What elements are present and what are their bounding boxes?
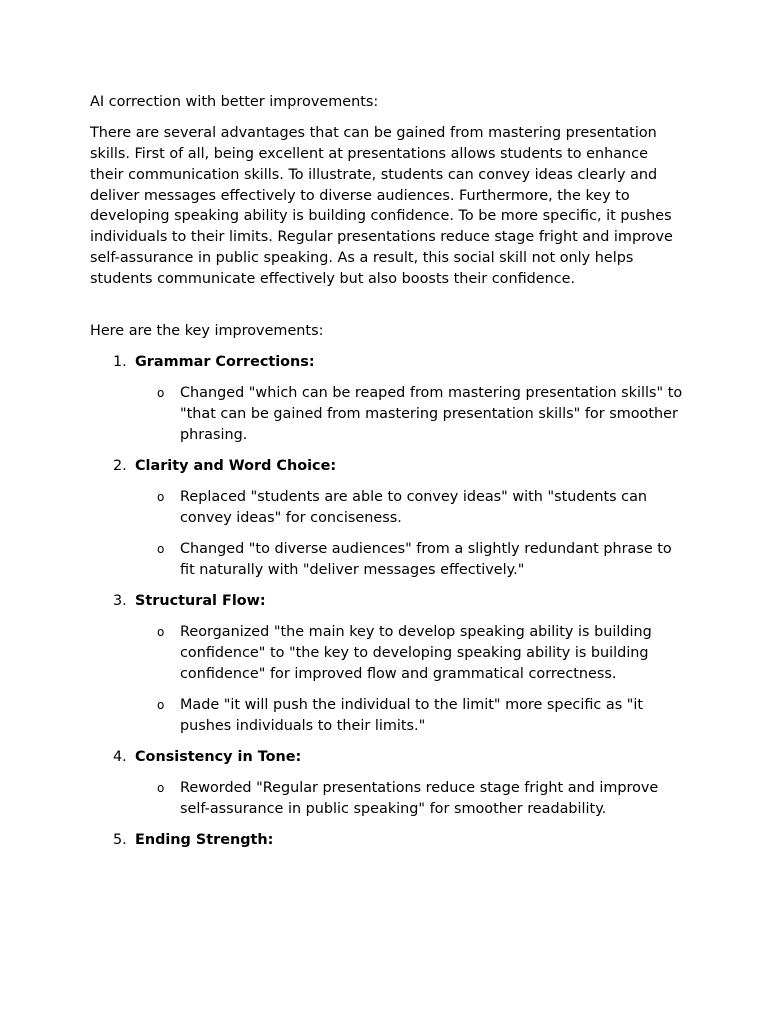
item-number: 4. [113,748,127,765]
improvement-heading [90,352,690,373]
sub-item-text: Reworded "Regular presentations reduce stage fright and improve self-assurance in public speaking" for smoother readability. [180,780,659,817]
corrected-paragraph: There are several advantages that can be gained from mastering presentation skills. First of all, being excellent at presentations allows students to enhance their communication skills. To illustrate, students can convey ideas clearly and deliver messages effectively to diverse audiences. Furthermore, the key to developing speaking ability is building confidence. To be more specific, it pushes individuals to their limits. Regular presentations reduce stage fright and improve self-assurance in public speaking. As a result, this social skill not only helps students communicate effectively but also boosts their confidence. [90,125,673,287]
improvement-heading [90,591,690,612]
item-number: 1. [113,353,127,370]
improvements-label: Here are the key improvements: [90,322,324,339]
sub-list-item [90,778,685,820]
sub-list [90,622,690,736]
document-page [90,92,690,861]
sub-list-item [90,695,685,737]
improvement-item [90,352,690,446]
sub-list-item [90,539,685,581]
item-title: Grammar Corrections: [135,353,315,370]
sub-item-text: Changed "to diverse audiences" from a slightly redundant phrase to fit naturally with "deliver messages effectively." [180,540,672,578]
item-number: 5. [113,832,127,848]
sub-item-text: Made "it will push the individual to the limit" more specific as "it pushes individuals to their limits." [180,696,644,734]
bullet-icon: o [157,697,165,712]
sub-list-item [90,622,685,684]
bullet-icon: o [157,541,165,556]
sub-list [90,383,690,445]
sub-item-text: Changed "which can be reaped from mastering presentation skills" to "that can be gained from mastering presentation skills" for smoother phrasing. [180,384,683,443]
sub-item-text: Reorganized "the main key to develop speaking ability is building confidence" to "the key to developing speaking ability is building confidence" for improved flow and grammatical correctness. [180,624,652,682]
bullet-icon: o [157,781,165,796]
improvement-item [90,456,690,581]
spacer [90,290,690,321]
improvement-item [90,591,690,737]
improvement-heading [90,456,690,477]
sub-list [90,778,690,820]
item-title: Clarity and Word Choice: [135,457,337,474]
sub-list-item [90,383,685,445]
improvement-item [90,747,690,820]
improvement-item [90,830,690,851]
item-title: Ending Strength: [135,832,274,848]
sub-list-item [90,487,685,529]
item-number: 2. [113,457,127,474]
bullet-icon: o [157,385,165,400]
bullet-icon: o [157,625,165,640]
sub-item-text: Replaced "students are able to convey ideas" with "students can convey ideas" for conciseness. [180,488,648,526]
improvement-heading [90,747,690,768]
item-title: Consistency in Tone: [135,748,302,765]
sub-list [90,487,690,581]
document-heading: AI correction with better improvements: [90,94,379,110]
bullet-icon: o [157,489,165,504]
item-number: 3. [113,592,127,609]
item-title: Structural Flow: [135,592,266,609]
improvements-list [90,352,690,851]
improvement-heading [90,830,690,851]
